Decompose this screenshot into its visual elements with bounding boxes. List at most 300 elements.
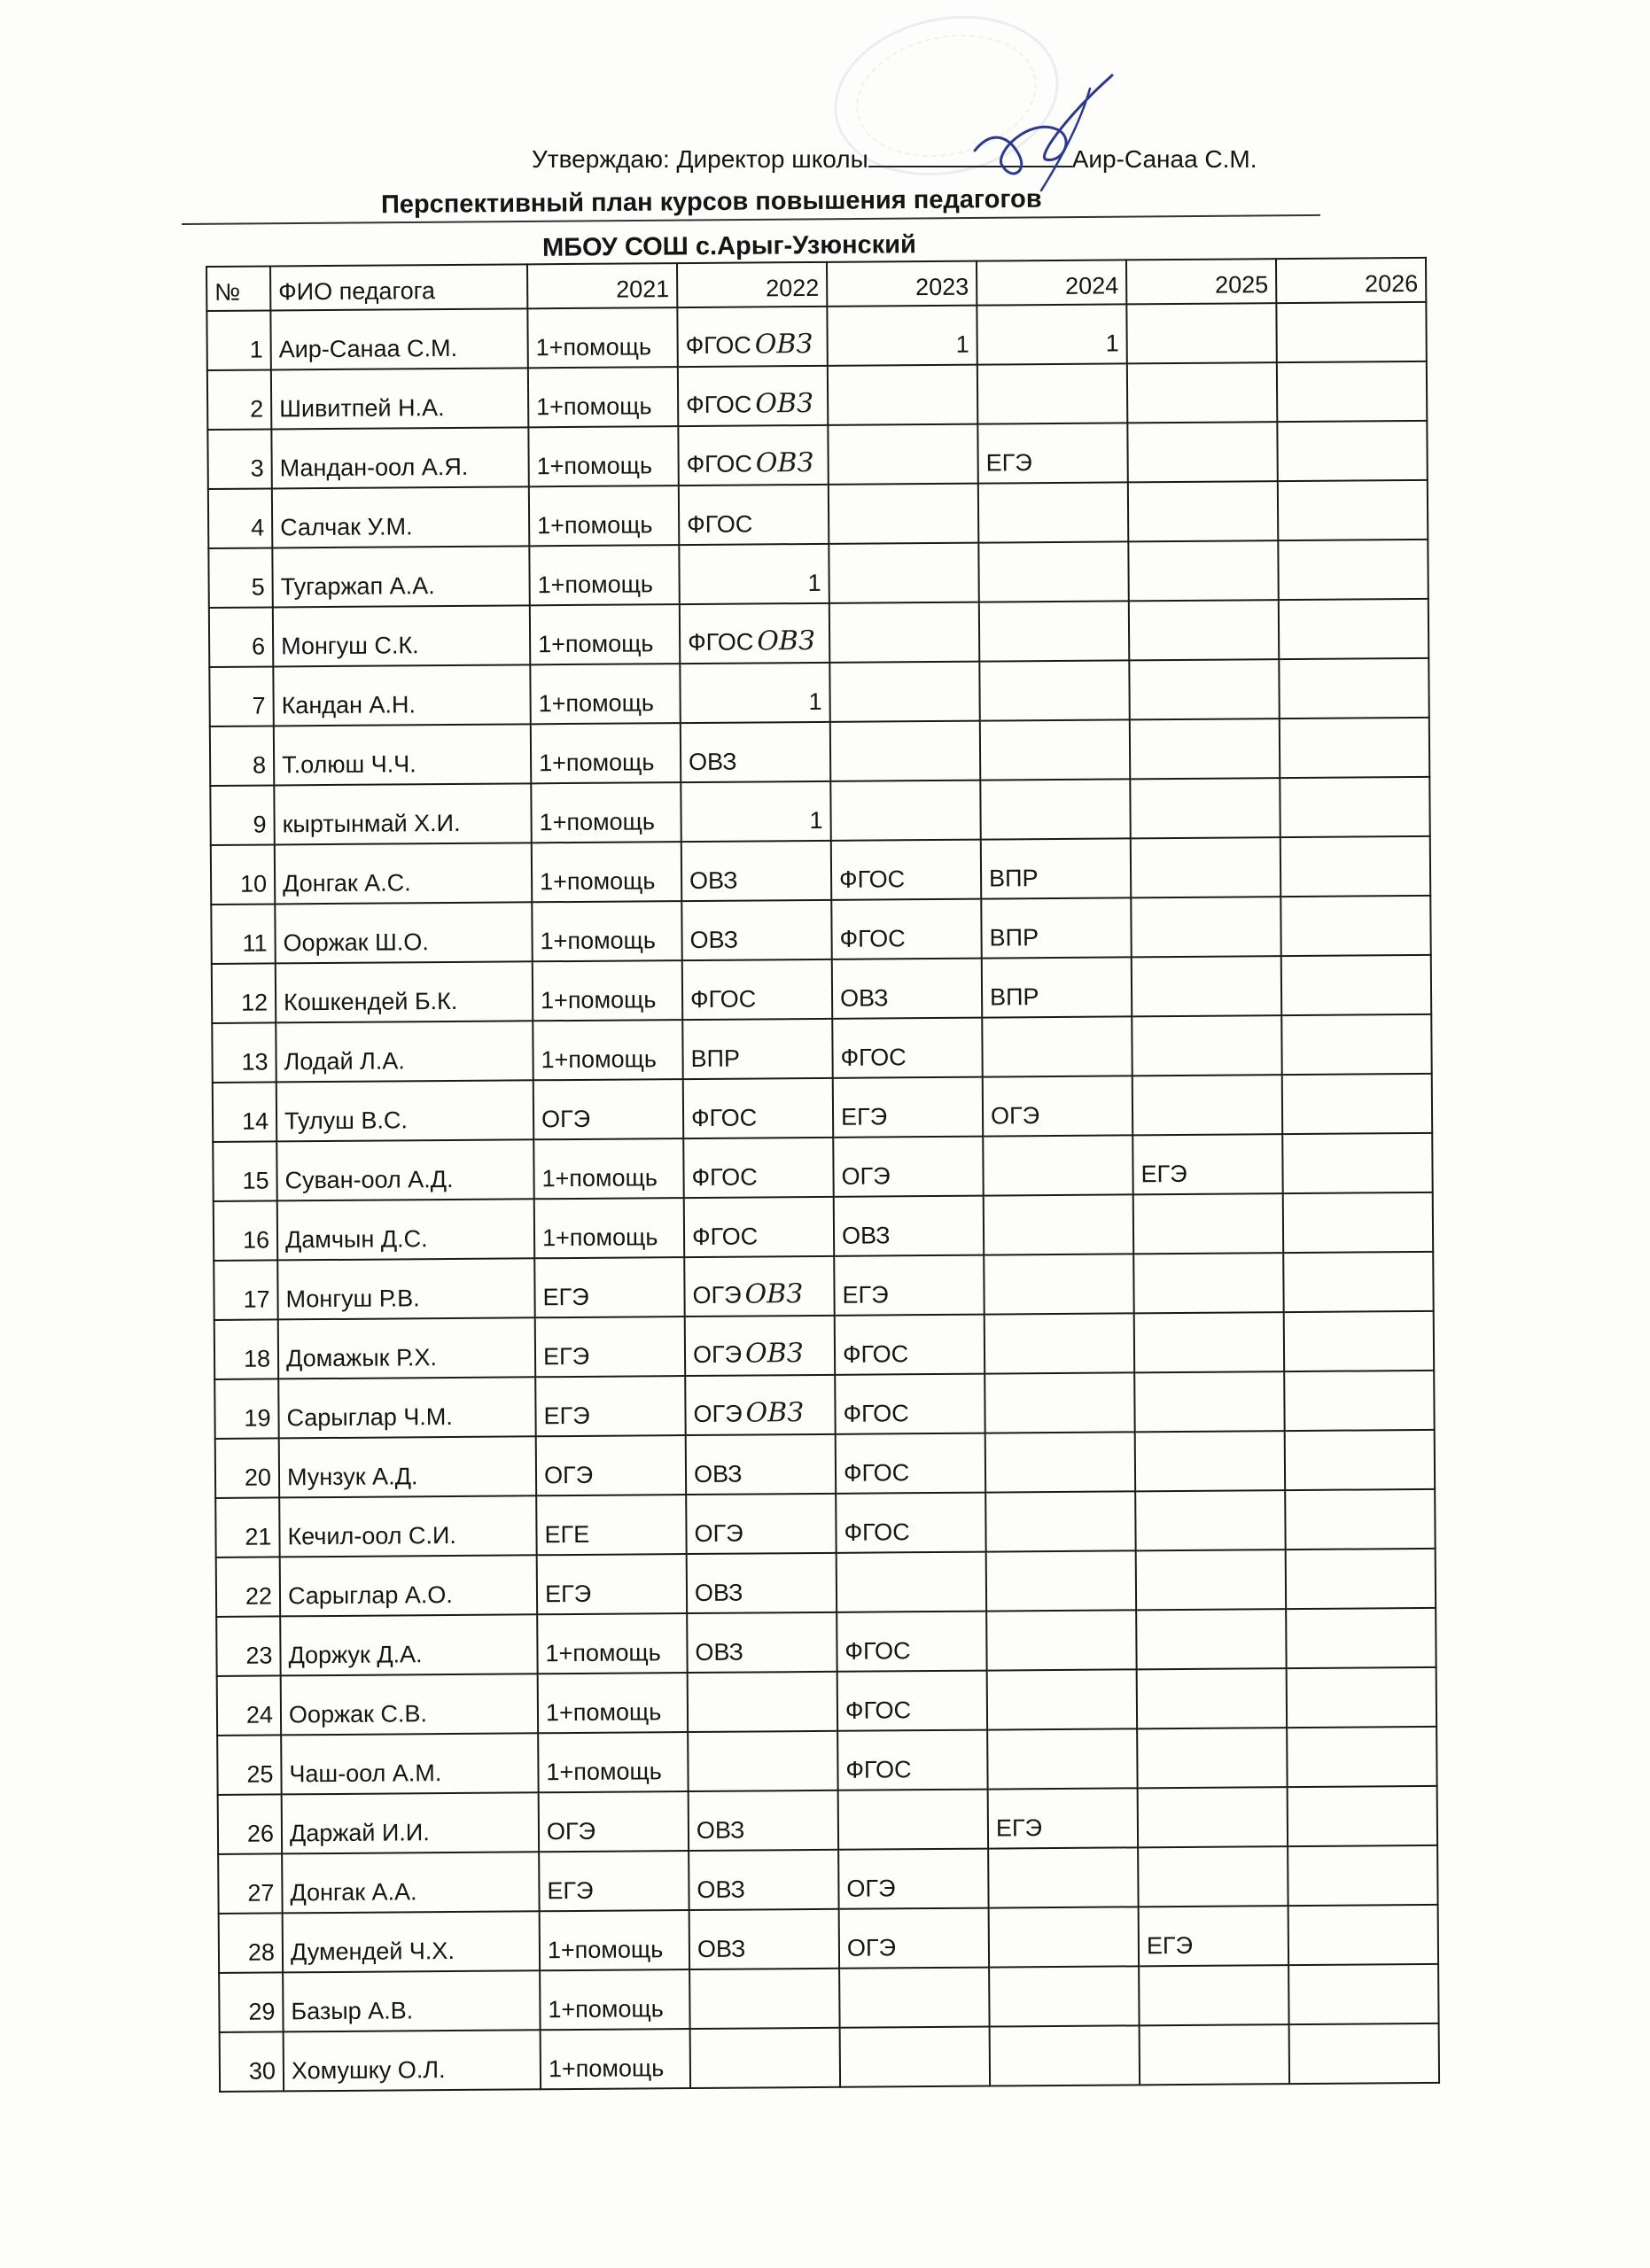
- course-cell-2024: [984, 1254, 1133, 1314]
- course-value: ОГЭ: [692, 1281, 742, 1309]
- course-cell-2026: [1289, 2023, 1439, 2084]
- col-header-2024: 2024: [977, 260, 1126, 305]
- course-cell-2024: [981, 838, 1131, 898]
- teacher-name: Донгак А.А.: [282, 1852, 539, 1913]
- course-cell-2026: [1288, 1964, 1438, 2024]
- course-cell-2024: [987, 1669, 1137, 1729]
- course-cell-2021: [536, 1435, 686, 1495]
- row-number: 13: [212, 1022, 276, 1083]
- course-value: 1+помощь: [535, 333, 652, 361]
- course-value: ОГЭ: [692, 1340, 743, 1369]
- course-cell-2022: [685, 1316, 835, 1376]
- course-value: ФГОС: [691, 1163, 758, 1192]
- course-cell-2021: [535, 1317, 685, 1377]
- course-value: ФГОС: [842, 1340, 909, 1368]
- course-cell-2026: [1276, 302, 1426, 362]
- teacher-name: Кошкендей Б.К.: [276, 961, 533, 1022]
- course-cell-2022: [678, 425, 828, 485]
- col-header-2026: 2026: [1276, 258, 1426, 303]
- course-cell-2026: [1285, 1489, 1435, 1550]
- course-cell-2023: [832, 959, 982, 1019]
- course-value: 1+помощь: [541, 1223, 658, 1252]
- table-row: [208, 480, 1428, 548]
- course-cell-2022: [690, 2028, 840, 2088]
- course-cell-2021: [537, 1613, 687, 1674]
- course-value: ОГЭ: [543, 1461, 594, 1489]
- course-cell-2023: [837, 1730, 987, 1790]
- teacher-name: Лодай Л.А.: [276, 1021, 533, 1082]
- course-value: 1+помощь: [539, 749, 655, 777]
- col-header-2021: 2021: [527, 263, 677, 308]
- course-cell-2022: [680, 663, 829, 723]
- row-number: 7: [209, 666, 273, 726]
- course-cell-2026: [1282, 1074, 1432, 1134]
- course-value: ФГОС: [687, 510, 753, 539]
- course-cell-2024: [980, 779, 1130, 839]
- course-cell-2024: [988, 1847, 1138, 1907]
- row-number: 20: [215, 1438, 279, 1498]
- course-value: ОВЗ: [694, 1579, 743, 1606]
- course-cell-2024: [988, 1788, 1138, 1848]
- course-cell-2026: [1286, 1608, 1436, 1668]
- course-cell-2023: [837, 1612, 986, 1672]
- handwritten-note: ОВЗ: [744, 1278, 804, 1310]
- course-cell-2026: [1287, 1667, 1436, 1728]
- course-cell-2025: [1134, 1371, 1284, 1432]
- course-cell-2025: [1131, 897, 1280, 957]
- course-cell-2024: [982, 1016, 1132, 1076]
- course-value: ФГОС: [689, 985, 757, 1014]
- handwritten-note: ОВЗ: [745, 1397, 805, 1429]
- teacher-name: Кандан А.Н.: [273, 664, 530, 726]
- row-number: 15: [213, 1141, 276, 1201]
- course-cell-2021: [533, 1138, 683, 1199]
- course-cell-2026: [1278, 480, 1428, 540]
- course-value: ФГОС: [844, 1518, 910, 1546]
- teacher-name: Чаш-оол А.М.: [281, 1733, 538, 1794]
- course-cell-2024: [986, 1610, 1136, 1670]
- course-cell-2026: [1280, 718, 1429, 778]
- course-cell-2021: [530, 664, 680, 724]
- teacher-name: Сарыглар Ч.М.: [278, 1377, 535, 1438]
- course-cell-2022: [681, 841, 831, 901]
- course-value: 1+помощь: [536, 452, 653, 480]
- course-cell-2021: [538, 1732, 688, 1792]
- row-number: 18: [214, 1319, 278, 1379]
- table-row: [216, 1608, 1436, 1676]
- course-cell-2024: [980, 719, 1130, 780]
- course-cell-2021: [541, 2029, 690, 2089]
- course-value: ФГОС: [688, 628, 754, 656]
- teacher-name: Монгуш С.К.: [273, 605, 530, 666]
- teacher-name: Мунзук А.Д.: [279, 1436, 536, 1497]
- course-cell-2023: [838, 1790, 988, 1850]
- course-value: ОВЗ: [689, 748, 737, 776]
- course-cell-2025: [1139, 1906, 1288, 1966]
- course-cell-2022: [677, 307, 827, 367]
- teacher-name: Тулуш В.С.: [276, 1080, 533, 1141]
- course-cell-2025: [1129, 659, 1279, 719]
- course-value: 1: [809, 806, 823, 835]
- teacher-name: Салчак У.М.: [272, 486, 529, 548]
- course-value: ЕГЭ: [1140, 1160, 1187, 1188]
- course-cell-2026: [1279, 658, 1428, 718]
- course-cell-2025: [1132, 1015, 1281, 1076]
- handwritten-note: ОВЗ: [755, 447, 814, 479]
- course-cell-2021: [528, 367, 678, 427]
- row-number: 17: [214, 1260, 277, 1320]
- row-number: 25: [217, 1735, 281, 1795]
- table-row: [215, 1430, 1435, 1498]
- row-number: 8: [210, 726, 274, 786]
- row-number: 29: [219, 1972, 283, 2032]
- course-value: 1+помощь: [545, 1698, 662, 1727]
- table-row: [218, 1845, 1437, 1914]
- table-row: [219, 1905, 1438, 1973]
- course-cell-2024: [985, 1313, 1134, 1373]
- table-row: [214, 1311, 1434, 1379]
- course-cell-2021: [529, 545, 679, 605]
- course-value: 1+помощь: [541, 1045, 657, 1074]
- course-cell-2021: [533, 1079, 683, 1139]
- course-cell-2026: [1280, 777, 1429, 837]
- course-cell-2022: [679, 485, 829, 545]
- course-value: 1+помощь: [537, 511, 653, 540]
- course-value: ЕГЭ: [995, 1814, 1043, 1842]
- course-value: 1+помощь: [546, 1758, 662, 1786]
- course-cell-2026: [1282, 1133, 1432, 1193]
- row-number: 23: [216, 1616, 280, 1676]
- course-cell-2022: [678, 366, 828, 426]
- course-cell-2024: [981, 897, 1131, 958]
- course-value: ЕГЭ: [547, 1876, 594, 1905]
- course-value: ФГОС: [845, 1756, 912, 1783]
- course-cell-2022: [685, 1375, 835, 1435]
- row-number: 19: [214, 1379, 278, 1439]
- course-cell-2022: [679, 544, 829, 604]
- course-value: 1: [955, 330, 969, 358]
- handwritten-note: ОВЗ: [755, 387, 813, 420]
- course-cell-2023: [832, 1018, 982, 1078]
- course-value: ВПР: [989, 924, 1039, 951]
- course-cell-2025: [1133, 1253, 1283, 1313]
- teacher-name: Хомушку О.Л.: [284, 2030, 541, 2091]
- course-value: 1: [807, 569, 821, 597]
- course-cell-2025: [1136, 1550, 1286, 1610]
- course-value: ЕГЭ: [543, 1402, 590, 1430]
- col-header-2025: 2025: [1126, 259, 1276, 304]
- course-cell-2023: [834, 1255, 984, 1316]
- course-value: 1+помощь: [539, 867, 656, 896]
- teacher-name: Даржай И.И.: [282, 1792, 539, 1853]
- course-cell-2022: [689, 1969, 839, 2029]
- course-value: ОВЗ: [696, 1816, 745, 1844]
- course-value: 1+помощь: [541, 1164, 658, 1192]
- course-cell-2021: [540, 1969, 689, 2030]
- course-value: 1: [1105, 330, 1119, 357]
- course-value: 1+помощь: [545, 1639, 661, 1667]
- course-cell-2022: [681, 722, 830, 782]
- row-number: 27: [218, 1853, 282, 1914]
- row-number: 14: [213, 1082, 276, 1142]
- course-cell-2023: [827, 306, 977, 366]
- course-value: ЕГЭ: [840, 1103, 888, 1130]
- course-cell-2025: [1137, 1728, 1287, 1788]
- table-row: [213, 1133, 1432, 1201]
- course-cell-2024: [987, 1728, 1137, 1789]
- teacher-name: Ооржак Ш.О.: [275, 902, 532, 963]
- course-value: ФГОС: [690, 1104, 758, 1132]
- course-cell-2021: [533, 960, 682, 1021]
- table-row: [209, 658, 1428, 726]
- course-cell-2022: [680, 603, 829, 664]
- teacher-name: Домажык Р.Х.: [278, 1317, 535, 1379]
- course-value: 1+помощь: [540, 986, 657, 1014]
- course-cell-2023: [829, 602, 979, 663]
- course-cell-2025: [1130, 718, 1280, 779]
- handwritten-note: ОВЗ: [757, 625, 815, 657]
- course-cell-2026: [1280, 896, 1430, 956]
- teacher-name: Суван-оол А.Д.: [276, 1139, 533, 1200]
- course-value: ОГЭ: [541, 1105, 591, 1133]
- course-value: ЕГЭ: [542, 1342, 590, 1371]
- course-cell-2021: [532, 842, 681, 902]
- table-row: [220, 2023, 1439, 2092]
- row-number: 24: [217, 1675, 281, 1736]
- course-value: ОВЗ: [697, 1935, 746, 1962]
- teacher-name: Аир-Санаа С.М.: [270, 308, 527, 369]
- plan-table-body: [206, 302, 1439, 2092]
- course-cell-2023: [829, 543, 978, 603]
- course-cell-2023: [831, 899, 981, 959]
- teacher-name: Доржук Д.А.: [280, 1614, 537, 1675]
- course-cell-2024: [990, 2025, 1140, 2085]
- course-value: ФГОС: [843, 1400, 909, 1427]
- course-cell-2024: [989, 1907, 1139, 1967]
- course-cell-2021: [530, 604, 680, 664]
- col-header-2023: 2023: [827, 261, 977, 307]
- course-cell-2025: [1131, 837, 1280, 897]
- course-cell-2025: [1132, 1134, 1282, 1194]
- teacher-name: кыртынмай Х.И.: [274, 783, 531, 844]
- course-value: ВПР: [690, 1045, 741, 1073]
- table-row: [211, 836, 1430, 905]
- course-cell-2022: [687, 1612, 837, 1673]
- teacher-name: Донгак А.С.: [275, 843, 532, 904]
- course-value: ФГОС: [843, 1459, 910, 1487]
- table-row: [212, 1014, 1431, 1083]
- table-row: [214, 1192, 1433, 1261]
- course-cell-2026: [1278, 540, 1428, 600]
- plan-table-wrap: [206, 257, 1440, 2093]
- approval-line: [532, 144, 1257, 174]
- course-cell-2024: [985, 1491, 1135, 1551]
- row-number: 3: [207, 429, 271, 489]
- course-value: ОВЗ: [693, 1460, 743, 1487]
- course-cell-2024: [977, 304, 1126, 364]
- table-row: [206, 302, 1426, 370]
- course-cell-2021: [536, 1495, 686, 1555]
- course-cell-2021: [533, 1020, 682, 1080]
- row-number: 16: [214, 1200, 277, 1261]
- course-value: ВПР: [988, 865, 1039, 892]
- teacher-name: Т.олюш Ч.Ч.: [274, 724, 531, 785]
- course-value: 1+помощь: [548, 2054, 665, 2083]
- course-cell-2021: [528, 426, 678, 486]
- course-value: ЕГЭ: [985, 449, 1032, 477]
- course-cell-2024: [989, 1966, 1139, 2026]
- course-cell-2026: [1283, 1252, 1433, 1312]
- teacher-name: Тугаржап А.А.: [272, 546, 529, 607]
- course-value: ФГОС: [838, 866, 906, 893]
- table-row: [217, 1727, 1436, 1795]
- course-cell-2024: [979, 660, 1129, 720]
- course-value: 1+помощь: [547, 1936, 664, 1964]
- table-row: [218, 1786, 1437, 1854]
- course-value: 1+помощь: [539, 808, 656, 836]
- row-number: 9: [210, 785, 274, 845]
- table-row: [217, 1667, 1436, 1736]
- course-cell-2021: [537, 1554, 687, 1614]
- table-row: [214, 1252, 1433, 1320]
- course-value: ФГОС: [844, 1637, 911, 1665]
- teacher-name: Монгуш Р.В.: [277, 1258, 534, 1319]
- course-cell-2025: [1138, 1787, 1288, 1847]
- document-subtitle: МБОУ СОШ с.Арыг-Узюнский: [541, 230, 916, 262]
- course-cell-2023: [830, 721, 980, 781]
- table-row: [209, 599, 1428, 667]
- row-number: 12: [212, 963, 276, 1023]
- course-cell-2023: [837, 1671, 987, 1731]
- row-number: 11: [211, 904, 275, 964]
- course-value: 1+помощь: [548, 1995, 664, 2023]
- table-row: [208, 540, 1428, 608]
- course-cell-2024: [978, 541, 1128, 602]
- course-value: ФГОС: [839, 925, 906, 952]
- course-value: 1+помощь: [537, 571, 654, 599]
- teacher-name: Мандан-оол А.Я.: [271, 427, 528, 488]
- course-cell-2025: [1127, 362, 1277, 423]
- course-cell-2024: [985, 1372, 1134, 1433]
- course-cell-2022: [681, 900, 831, 960]
- teacher-name: Ооржак С.В.: [281, 1674, 538, 1735]
- course-value: ЕГЭ: [842, 1281, 889, 1309]
- table-row: [213, 1074, 1432, 1142]
- approval-label: Утверждаю: Директор школы: [532, 145, 868, 173]
- course-value: ФГОС: [840, 1044, 907, 1071]
- course-cell-2026: [1284, 1311, 1434, 1371]
- course-cell-2022: [689, 1850, 838, 1910]
- course-value: ОГЭ: [693, 1400, 743, 1427]
- course-cell-2023: [834, 1196, 984, 1256]
- course-value: ОВЗ: [695, 1638, 744, 1666]
- course-cell-2021: [534, 1198, 684, 1258]
- course-cell-2023: [838, 1849, 988, 1909]
- table-row: [207, 361, 1427, 430]
- teacher-name: Базыр А.В.: [283, 1970, 540, 2031]
- course-value: ЕГЭ: [542, 1283, 589, 1311]
- table-row: [215, 1489, 1435, 1557]
- course-cell-2025: [1134, 1312, 1284, 1372]
- course-cell-2025: [1138, 1846, 1288, 1907]
- col-header-number: №: [206, 266, 270, 311]
- table-row: [210, 718, 1429, 786]
- course-value: ОГЭ: [694, 1519, 743, 1547]
- course-cell-2024: [983, 1076, 1132, 1136]
- director-name: Аир-Санаа С.М.: [1071, 145, 1257, 173]
- row-number: 21: [215, 1497, 279, 1557]
- course-cell-2022: [683, 1138, 833, 1198]
- course-value: ЕГЭ: [1146, 1931, 1194, 1960]
- course-cell-2024: [984, 1194, 1133, 1254]
- course-cell-2025: [1128, 481, 1278, 541]
- course-cell-2021: [529, 485, 679, 546]
- course-cell-2026: [1277, 421, 1427, 481]
- course-cell-2025: [1126, 303, 1276, 363]
- course-cell-2026: [1281, 955, 1431, 1015]
- row-number: 22: [216, 1557, 280, 1617]
- course-value: ОГЭ: [846, 1875, 896, 1902]
- course-value: ФГОС: [686, 391, 752, 419]
- course-cell-2022: [682, 1019, 832, 1079]
- teacher-name: Сарыглар А.О.: [280, 1555, 537, 1616]
- course-value: ВПР: [989, 983, 1039, 1011]
- teacher-name: Дамчын Д.С.: [277, 1199, 534, 1260]
- course-cell-2022: [686, 1494, 836, 1554]
- row-number: 28: [219, 1913, 283, 1973]
- course-value: ОГЭ: [990, 1102, 1040, 1130]
- course-value: ЕГЭ: [544, 1580, 592, 1608]
- row-number: 10: [211, 844, 275, 905]
- row-number: 6: [209, 607, 273, 667]
- course-cell-2022: [688, 1731, 837, 1791]
- course-value: ОВЗ: [697, 1876, 745, 1903]
- course-cell-2021: [532, 901, 681, 961]
- course-cell-2024: [978, 482, 1128, 542]
- document-title: Перспективный план курсов повышения педагогов: [380, 184, 1042, 220]
- course-cell-2026: [1286, 1549, 1436, 1609]
- course-cell-2022: [689, 1790, 838, 1851]
- course-value: ОГЭ: [841, 1162, 891, 1190]
- course-cell-2025: [1129, 600, 1279, 660]
- course-cell-2022: [689, 1909, 839, 1969]
- teacher-name: Кечил-оол С.И.: [279, 1495, 536, 1557]
- course-cell-2022: [682, 959, 832, 1020]
- course-cell-2025: [1139, 1965, 1288, 2025]
- course-cell-2022: [687, 1553, 837, 1613]
- course-cell-2026: [1288, 1786, 1437, 1846]
- col-header-name: ФИО педагога: [270, 264, 527, 310]
- course-cell-2024: [983, 1135, 1132, 1195]
- course-cell-2026: [1281, 1014, 1431, 1075]
- table-row: [207, 421, 1427, 489]
- teacher-name: Думендей Ч.Х.: [283, 1911, 540, 1972]
- course-cell-2025: [1128, 540, 1278, 601]
- course-value: ОВЗ: [841, 1222, 891, 1249]
- course-cell-2023: [836, 1433, 985, 1494]
- row-number: 5: [208, 548, 272, 608]
- course-cell-2023: [828, 365, 977, 425]
- course-cell-2022: [684, 1197, 834, 1257]
- course-cell-2025: [1136, 1609, 1286, 1669]
- course-cell-2023: [839, 1968, 989, 2028]
- handwritten-note: ОВЗ: [754, 328, 813, 361]
- table-row: [212, 955, 1431, 1023]
- course-cell-2025: [1135, 1431, 1285, 1491]
- course-cell-2021: [539, 1791, 689, 1852]
- course-value: 1+помощь: [538, 689, 655, 718]
- course-cell-2025: [1135, 1490, 1285, 1550]
